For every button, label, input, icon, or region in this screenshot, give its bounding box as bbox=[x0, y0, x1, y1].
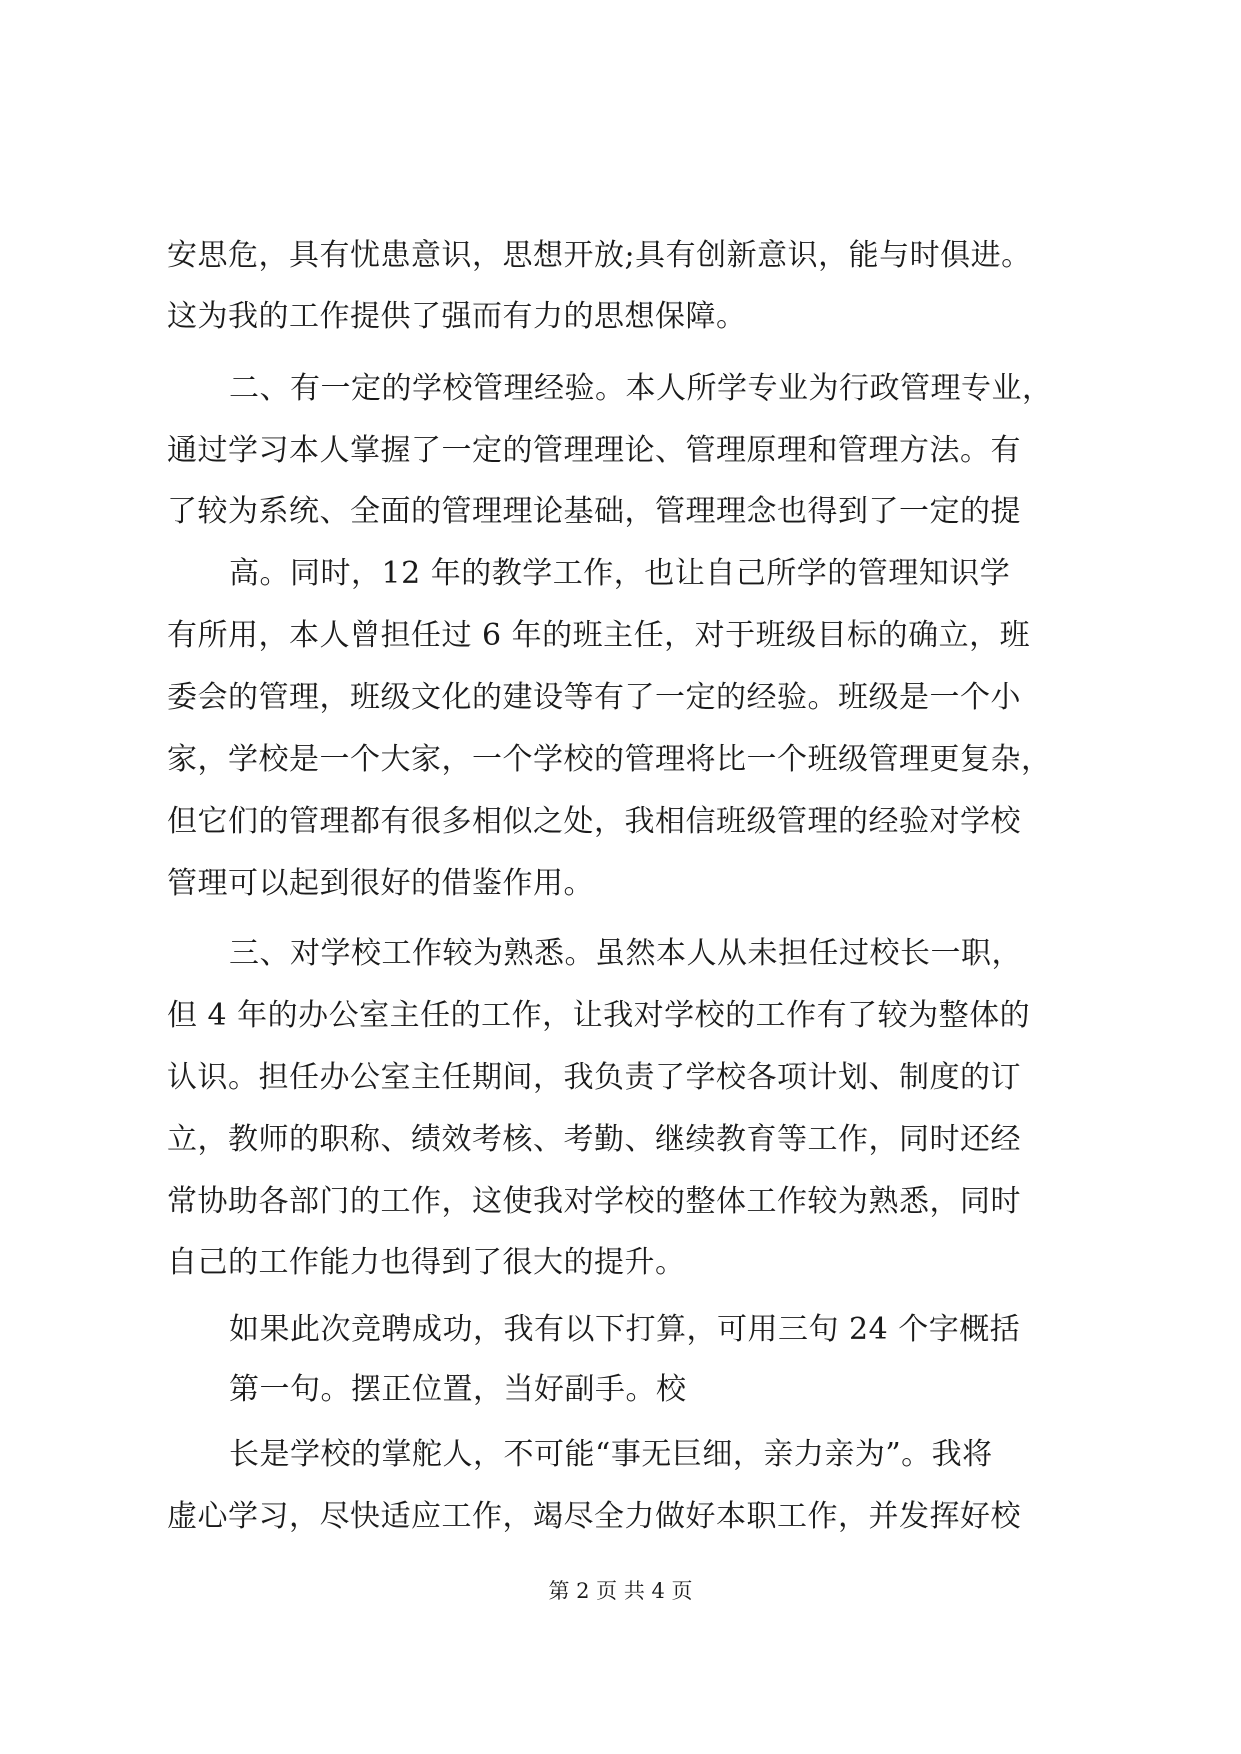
text-line: 安思危，具有忧患意识，思想开放;具有创新意识，能与时俱进。 bbox=[167, 238, 1032, 273]
text-line: 长是学校的掌舵人，不可能“事无巨细，亲力亲为”。我将 bbox=[229, 1437, 993, 1472]
text-line: 高。同时，12 年的教学工作，也让自己所学的管理知识学 bbox=[229, 556, 1011, 591]
text-line: 通过学习本人掌握了一定的管理理论、管理原理和管理方法。有 bbox=[167, 433, 1021, 468]
text-line: 管理可以起到很好的借鉴作用。 bbox=[167, 866, 594, 901]
text-line: 委会的管理，班级文化的建设等有了一定的经验。班级是一个小 bbox=[167, 680, 1021, 715]
text-line: 这为我的工作提供了强而有力的思想保障。 bbox=[167, 299, 747, 334]
text-line: 虚心学习，尽快适应工作，竭尽全力做好本职工作，并发挥好校 bbox=[167, 1499, 1021, 1534]
text-line: 但 4 年的办公室主任的工作，让我对学校的工作有了较为整体的 bbox=[167, 998, 1031, 1033]
paragraph-start-line: 如果此次竞聘成功，我有以下打算，可用三句 24 个字概括 bbox=[229, 1312, 1021, 1347]
text-line: 立，教师的职称、绩效考核、考勤、继续教育等工作，同时还经 bbox=[167, 1122, 1021, 1157]
paragraph-start-line: 第一句。摆正位置，当好副手。校 bbox=[229, 1372, 687, 1407]
paragraph-start-line: 三、对学校工作较为熟悉。虽然本人从未担任过校长一职， bbox=[229, 936, 1022, 971]
text-line: 常协助各部门的工作，这使我对学校的整体工作较为熟悉，同时 bbox=[167, 1184, 1021, 1219]
text-line: 但它们的管理都有很多相似之处，我相信班级管理的经验对学校 bbox=[167, 804, 1021, 839]
text-line: 有所用，本人曾担任过 6 年的班主任，对于班级目标的确立，班 bbox=[167, 618, 1031, 653]
text-line: 了较为系统、全面的管理理论基础，管理理念也得到了一定的提 bbox=[167, 494, 1021, 529]
text-line: 自己的工作能力也得到了很大的提升。 bbox=[167, 1245, 686, 1280]
text-line: 认识。担任办公室主任期间，我负责了学校各项计划、制度的订 bbox=[167, 1060, 1021, 1095]
page-number-footer: 第 2 页 共 4 页 bbox=[548, 1579, 693, 1603]
paragraph-start-line: 二、有一定的学校管理经验。本人所学专业为行政管理专业， bbox=[229, 371, 1053, 406]
text-line: 家，学校是一个大家，一个学校的管理将比一个班级管理更复杂， bbox=[167, 742, 1052, 777]
